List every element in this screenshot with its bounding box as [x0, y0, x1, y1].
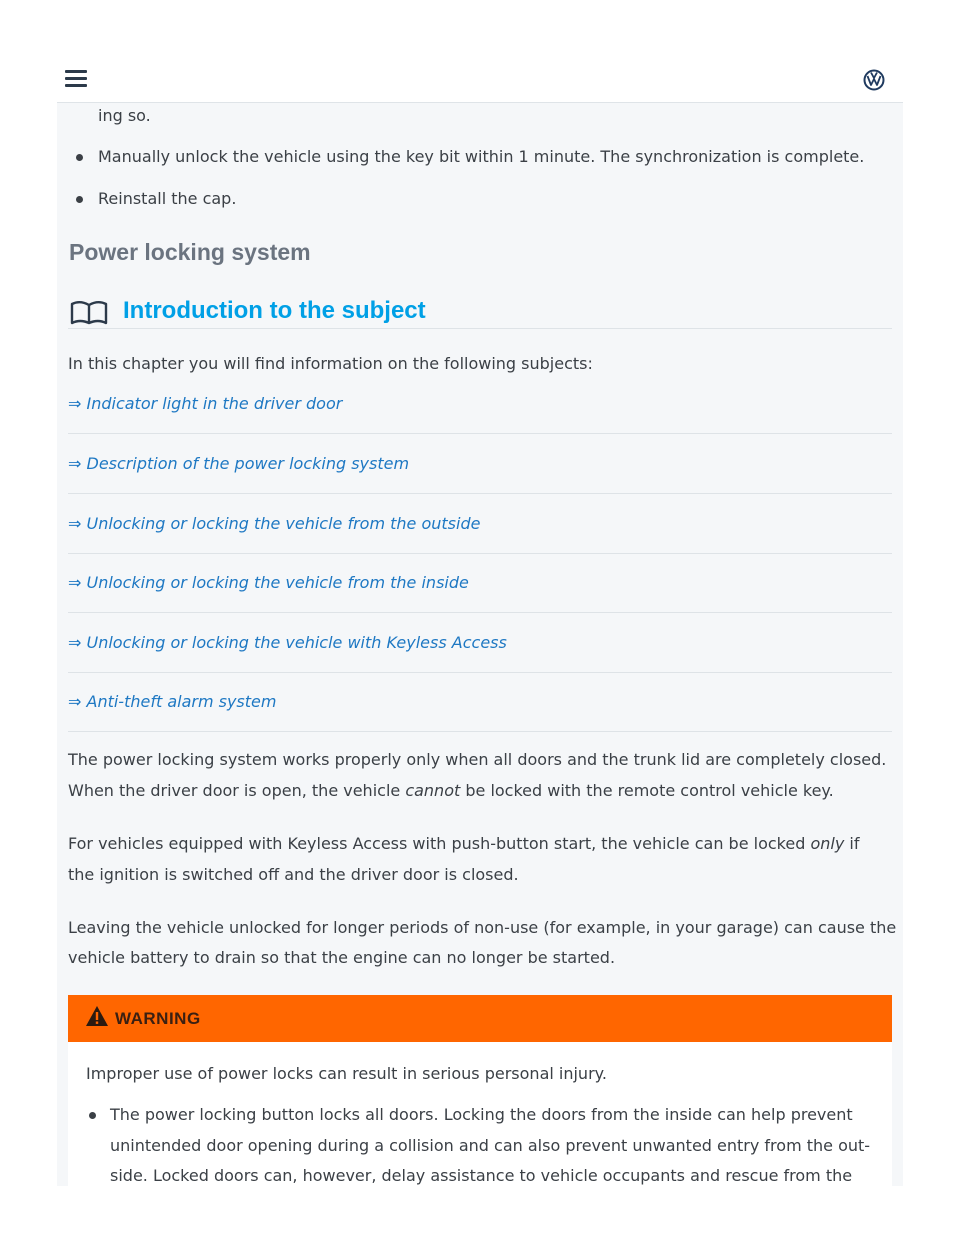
divider — [68, 493, 892, 494]
link-unlock-outside[interactable]: ⇒ Unlocking or locking the vehicle from the outside — [68, 514, 481, 533]
divider — [68, 612, 892, 613]
body-text — [68, 835, 859, 853]
manual-content — [57, 103, 903, 1186]
divider — [68, 672, 892, 673]
link-indicator-light[interactable]: ⇒ Indicator light in the driver door — [68, 394, 343, 413]
emphasis: only — [810, 834, 845, 853]
warning-text: The power locking button locks all doors. Locking the doors from the inside can help prevent — [110, 1105, 853, 1124]
book-icon — [70, 299, 108, 327]
step-text: Manually unlock the vehicle using the key bit within 1 minute. The synchronization is complete. — [98, 147, 865, 166]
text-run: be locked with the remote control vehicle key. — [460, 781, 834, 800]
body-text: the ignition is switched off and the driver door is closed. — [68, 865, 519, 884]
body-text: vehicle battery to drain so that the engine can no longer be started. — [68, 948, 616, 967]
warning-text: side. Locked doors can, however, delay assistance to vehicle occupants and rescue from the — [110, 1166, 853, 1185]
link-anti-theft[interactable]: ⇒ Anti-theft alarm system — [68, 692, 277, 711]
warning-header — [68, 995, 892, 1042]
bullet — [89, 1112, 96, 1119]
body-text: Leaving the vehicle unlocked for longer periods of non-use (for example, in your garage) can cause the — [68, 918, 897, 937]
warning-lead: Improper use of power locks can result in serious personal injury. — [86, 1064, 607, 1083]
top-bar — [57, 58, 903, 103]
warning-text: unintended door opening during a collision and can also prevent unwanted entry from the out- — [110, 1136, 871, 1155]
divider — [68, 433, 892, 434]
subject-title: Introduction to the subject — [123, 297, 426, 324]
emphasis: cannot — [405, 781, 461, 800]
section-title: Power locking system — [69, 239, 311, 265]
subject-lead: In this chapter you will find information on the following subjects: — [68, 354, 593, 373]
bullet — [76, 196, 83, 203]
link-keyless-access[interactable]: ⇒ Unlocking or locking the vehicle with Keyless Access — [68, 633, 507, 652]
link-unlock-inside[interactable]: ⇒ Unlocking or locking the vehicle from the inside — [68, 573, 469, 592]
warning-title: WARNING — [115, 1009, 201, 1028]
divider — [68, 553, 892, 554]
warning-triangle-icon — [85, 1005, 109, 1027]
body-text: The power locking system works properly only when all doors and the trunk lid are completely closed. — [68, 750, 887, 769]
hamburger-menu-icon[interactable] — [65, 70, 87, 88]
text-run: When the driver door is open, the vehicle — [68, 781, 406, 800]
bullet — [76, 154, 83, 161]
step-text: Reinstall the cap. — [98, 189, 237, 208]
divider — [68, 731, 892, 732]
text-run: if — [844, 834, 860, 853]
body-text — [68, 782, 834, 800]
divider — [68, 328, 892, 329]
vw-logo-icon[interactable] — [863, 69, 885, 91]
continued-text: ing so. — [98, 106, 151, 125]
warning-body — [68, 1042, 892, 1186]
link-description[interactable]: ⇒ Description of the power locking system — [68, 454, 410, 473]
text-run: For vehicles equipped with Keyless Access with push-button start, the vehicle can be locked — [68, 834, 811, 853]
